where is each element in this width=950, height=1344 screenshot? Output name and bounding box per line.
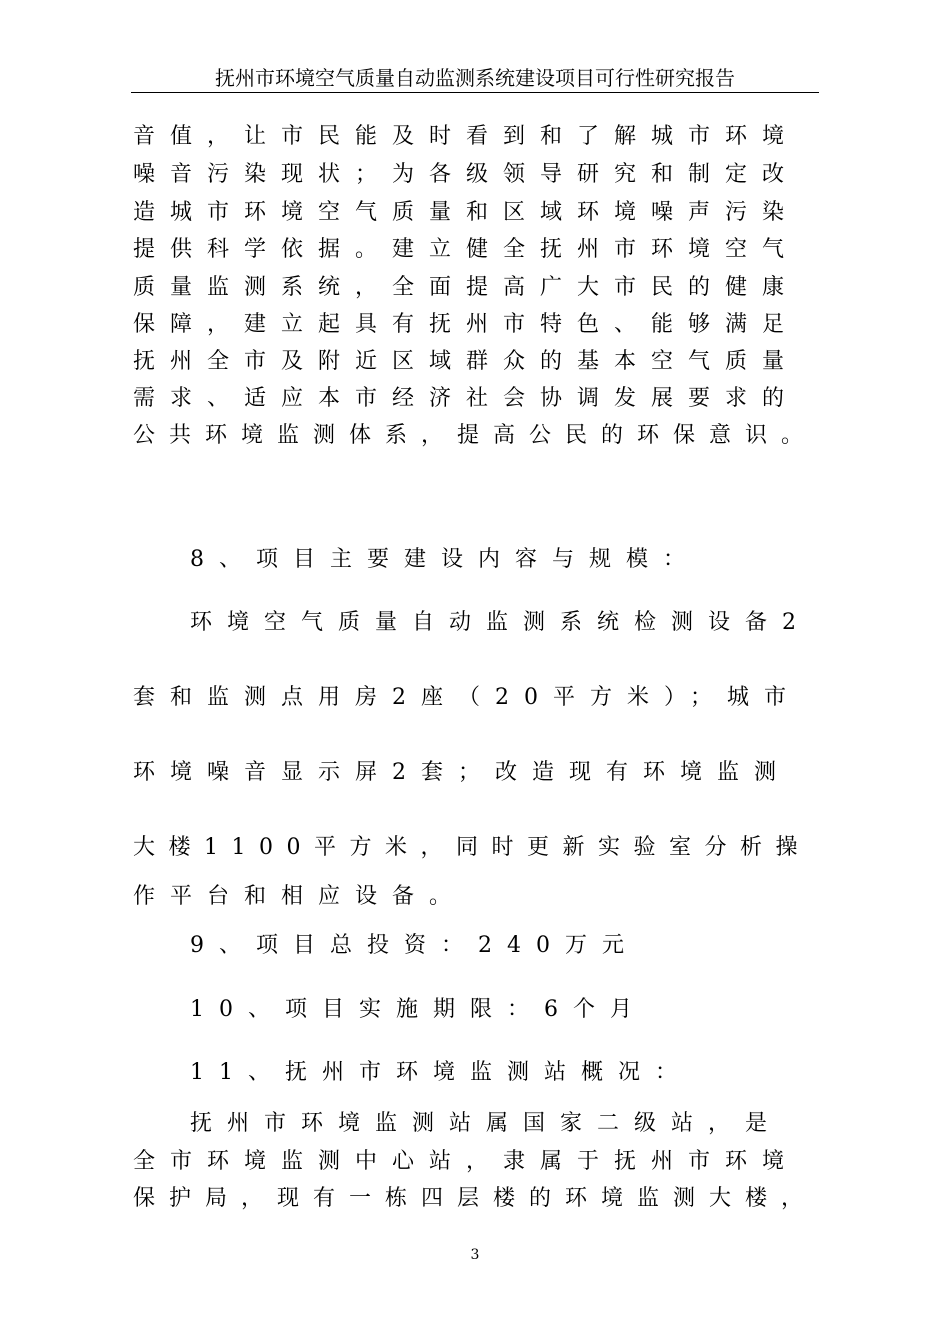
body-line: 全市环境监测中心站，隶属于抚州市环境: [133, 1149, 800, 1174]
page-header-title: 抚州市环境空气质量自动监测系统建设项目可行性研究报告: [215, 66, 735, 90]
body-line: 环境空气质量自动监测系统检测设备2: [190, 610, 811, 635]
body-line: 大楼1100平方米，同时更新实验室分析操: [133, 835, 811, 860]
body-line: 质量监测系统，全面提高广大市民的健康: [133, 275, 800, 300]
page-number: 3: [470, 1247, 480, 1263]
body-line: 噪音污染现状；为各级领导研究和制定改: [133, 162, 800, 187]
section-heading-11: 11、抚州市环境监测站概况：: [190, 1060, 692, 1085]
body-line: 需求、适应本市经济社会协调发展要求的: [133, 386, 800, 411]
section-heading-10: 10、项目实施期限：6个月: [190, 997, 647, 1022]
header-rule: [131, 92, 819, 93]
section-heading-8: 8、项目主要建设内容与规模：: [190, 547, 700, 572]
body-line: 保护局，现有一栋四层楼的环境监测大楼，: [133, 1186, 818, 1211]
body-line: 提供科学依据。建立健全抚州市环境空气: [133, 237, 800, 262]
body-line: 抚州市环境监测站属国家二级站，是: [190, 1111, 783, 1136]
body-line: 造城市环境空气质量和区域环境噪声污染: [133, 200, 800, 225]
body-line: 保障，建立起具有抚州市特色、能够满足: [133, 312, 800, 337]
body-line: 套和监测点用房2座（20平方米）；城市: [133, 685, 801, 710]
section-heading-9: 9、项目总投资：240万元: [190, 933, 639, 958]
body-line: 环境噪音显示屏2套；改造现有环境监测: [133, 760, 791, 785]
body-line: 作平台和相应设备。: [133, 884, 467, 909]
body-line: 公共环境监测体系，提高公民的环保意识。: [133, 423, 818, 448]
body-line: 抚州全市及附近区域群众的基本空气质量: [133, 349, 800, 374]
body-line: 音值，让市民能及时看到和了解城市环境: [133, 124, 800, 149]
